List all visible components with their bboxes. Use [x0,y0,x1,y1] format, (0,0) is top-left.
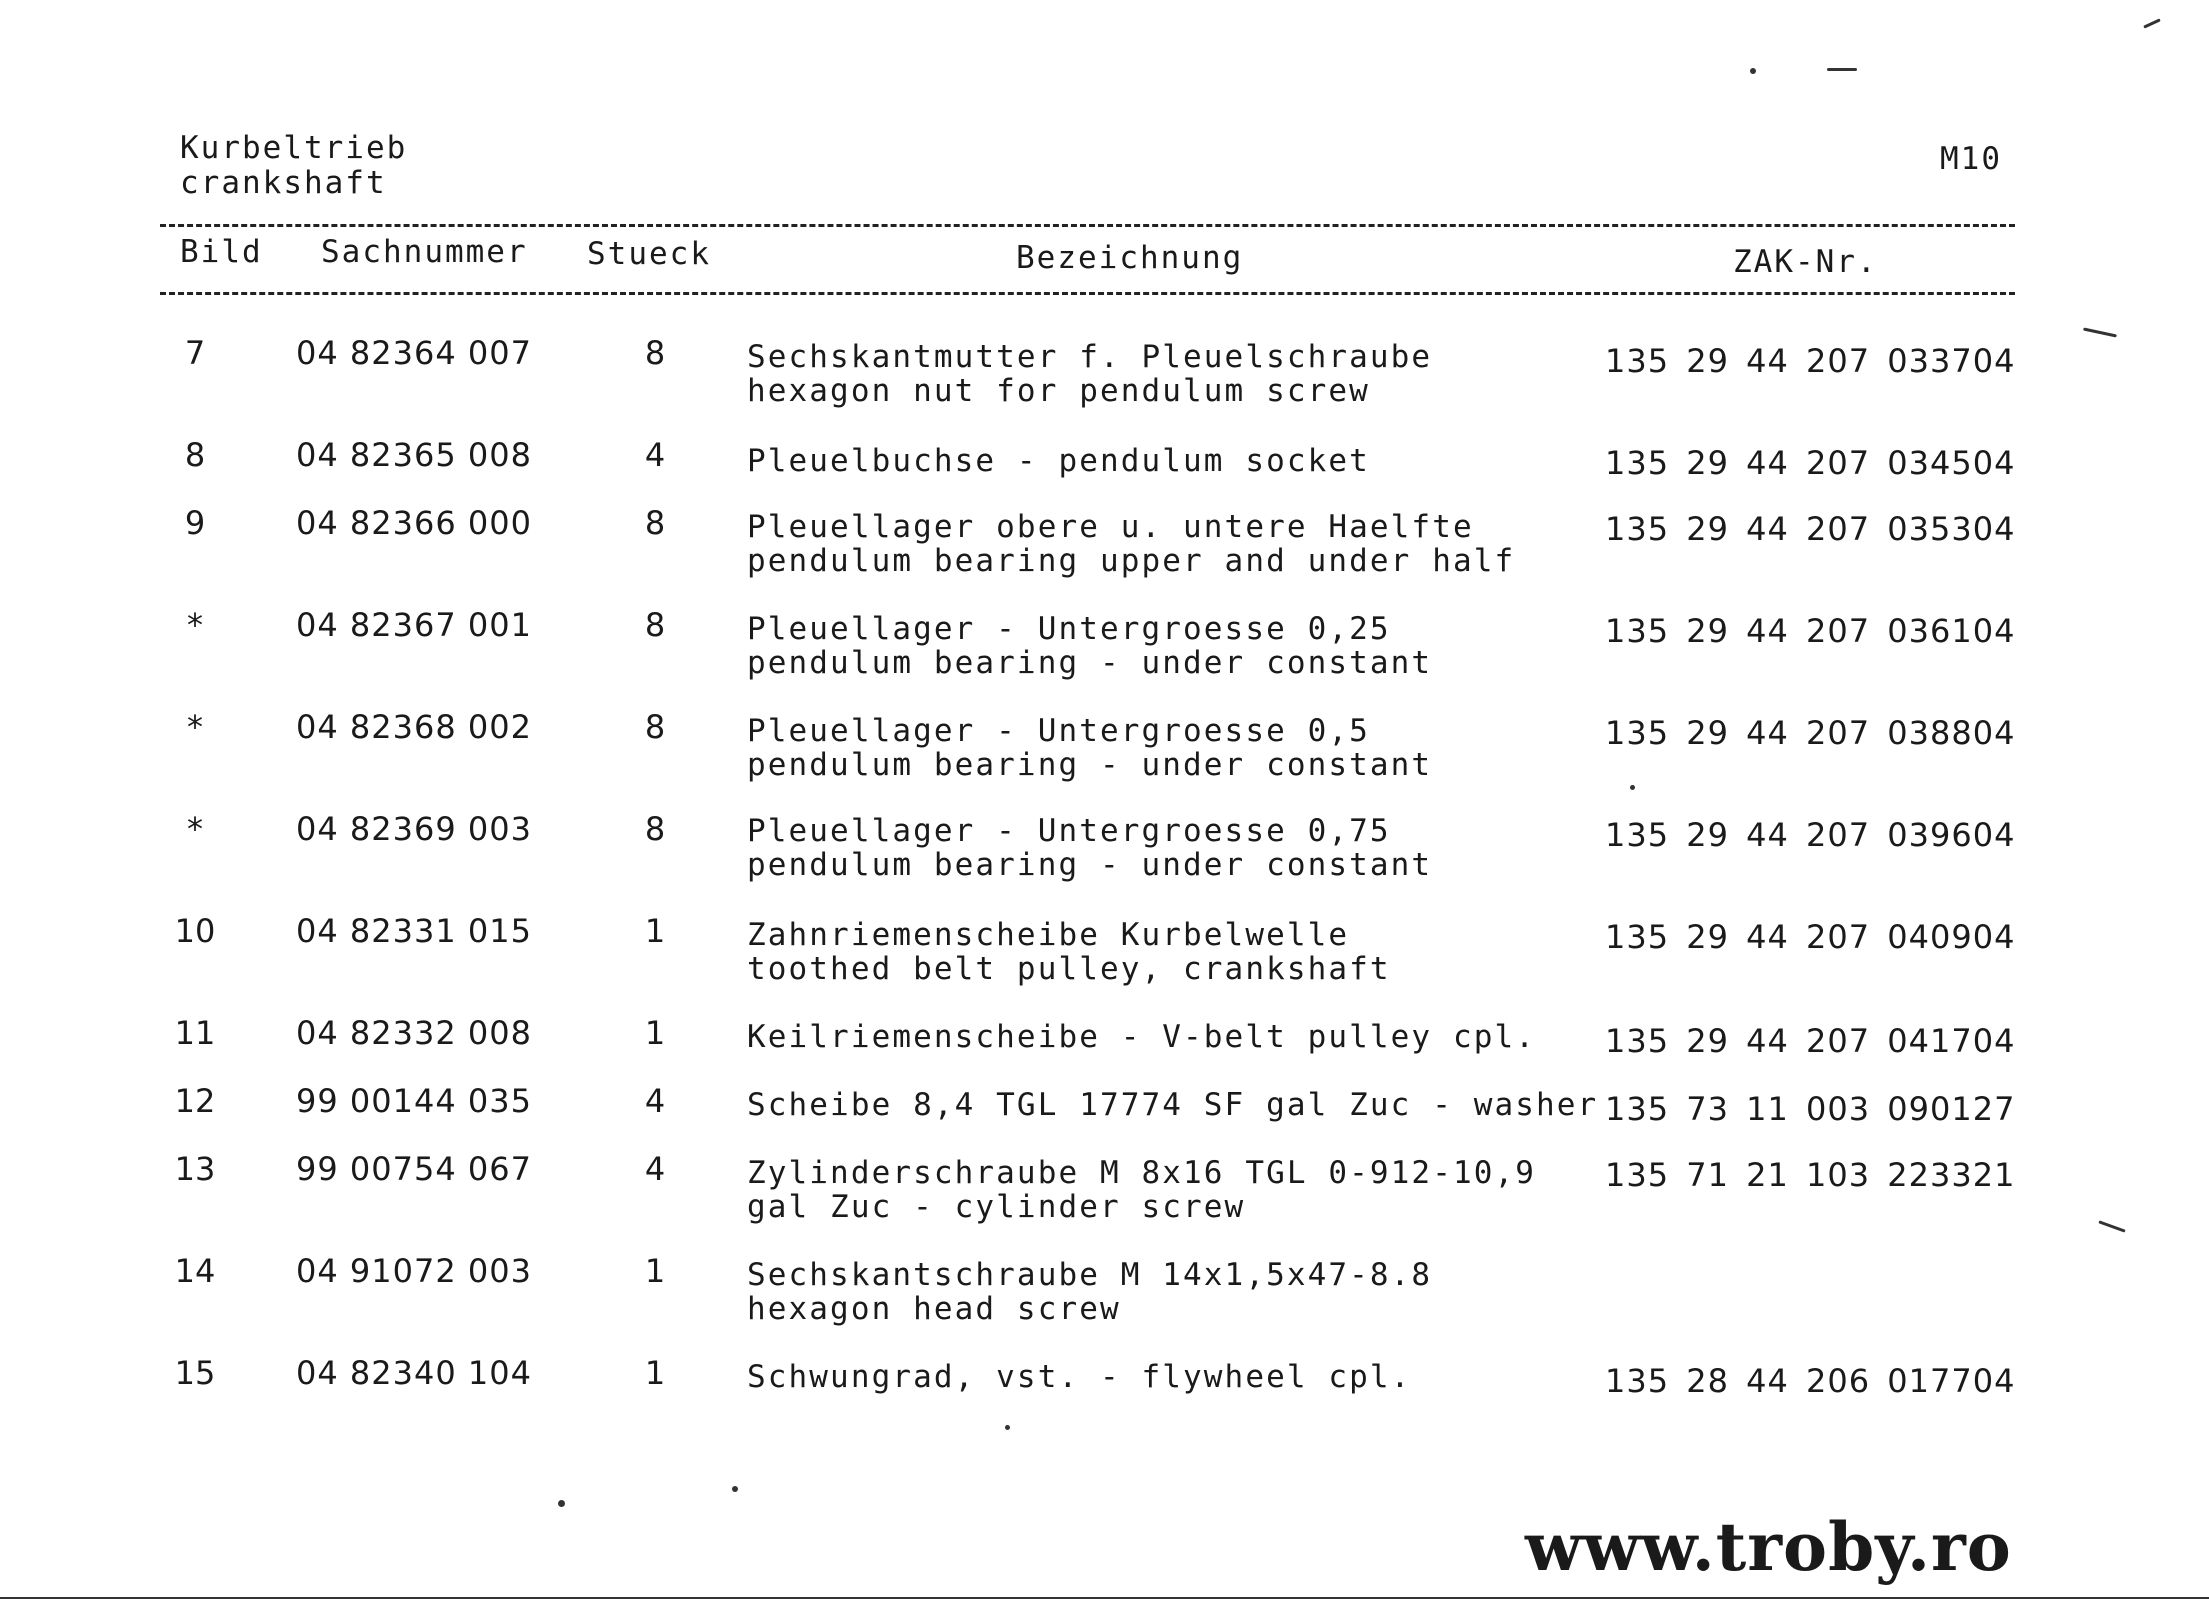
row-description [747,510,1515,578]
header-rule-bottom [160,292,2015,295]
row-bild: 15 [174,1354,216,1392]
scan-speck [1750,68,1756,74]
row-description [747,340,1432,408]
row-bild: 13 [174,1150,216,1188]
row-description-german: Pleuellager - Untergroesse 0,5 [747,713,1370,749]
row-sachnummer: 04 82332 008 [296,1014,532,1052]
row-description-german: Schwungrad, vst. - flywheel cpl. [747,1359,1412,1395]
row-stueck: 8 [644,606,666,644]
row-stueck: 4 [644,436,666,474]
table-row [0,912,2209,992]
table-row [0,810,2209,890]
row-stueck: 1 [644,1252,666,1290]
row-bild: 10 [174,912,216,950]
row-description-english: gal Zuc - cylinder screw [747,1189,1246,1225]
row-sachnummer: 04 82369 003 [296,810,532,848]
row-description-german: Pleuellager - Untergroesse 0,75 [747,813,1391,849]
column-header-bezeichnung: Bezeichnung [1016,240,1244,276]
scan-speck [1827,68,1857,71]
column-header-sachnummer: Sachnummer [321,234,528,270]
row-description-english: pendulum bearing - under constant [747,847,1433,883]
row-sachnummer: 04 82340 104 [296,1354,532,1392]
row-stueck: 1 [644,1014,666,1052]
table-row [0,334,2209,414]
row-description-german: Sechskantmutter f. Pleuelschraube [747,339,1433,375]
row-description [747,1088,1598,1122]
table-row [0,1354,2209,1434]
row-bild: 14 [174,1252,216,1290]
page-edge [0,1597,2209,1599]
row-stueck: 8 [644,810,666,848]
row-zak-number: 135 29 44 207 041704 [1605,1022,2016,1060]
scan-speck [732,1486,738,1492]
row-zak-number: 135 28 44 206 017704 [1605,1362,2016,1400]
row-description-english: hexagon head screw [747,1291,1121,1327]
table-row [0,606,2209,686]
row-zak-number: 135 29 44 207 035304 [1605,510,2016,548]
row-description [747,714,1432,782]
row-zak-number: 135 29 44 207 034504 [1605,444,2016,482]
header-rule-top [160,224,2015,227]
row-stueck: 4 [644,1082,666,1120]
row-description-german: Scheibe 8,4 TGL 17774 SF gal Zuc - washer [747,1087,1599,1123]
row-description [747,444,1370,478]
row-description-german: Zahnriemenscheibe Kurbelwelle [747,917,1350,953]
title-english: crankshaft [180,165,387,201]
row-zak-number: 135 71 21 103 223321 [1605,1156,2016,1194]
row-sachnummer: 04 82365 008 [296,436,532,474]
row-sachnummer: 99 00144 035 [296,1082,532,1120]
row-bild: 9 [184,504,206,542]
row-description [747,1020,1536,1054]
row-bild: * [187,606,203,644]
row-zak-number: 135 29 44 207 039604 [1605,816,2016,854]
row-zak-number: 135 29 44 207 036104 [1605,612,2016,650]
row-description [747,612,1432,680]
row-sachnummer: 04 82366 000 [296,504,532,542]
row-description-german: Pleuellager - Untergroesse 0,25 [747,611,1391,647]
row-stueck: 1 [644,912,666,950]
row-sachnummer: 04 91072 003 [296,1252,532,1290]
row-bild: * [187,810,203,848]
column-header-zak: ZAK-Nr. [1733,244,1878,280]
row-bild: 11 [174,1014,216,1052]
row-description [747,1156,1536,1224]
scan-speck [558,1500,565,1507]
row-description-german: Keilriemenscheibe - V-belt pulley cpl. [747,1019,1537,1055]
row-description-german: Sechskantschraube M 14x1,5x47-8.8 [747,1257,1433,1293]
row-sachnummer: 04 82368 002 [296,708,532,746]
scan-speck [1630,785,1635,790]
table-row [0,708,2209,788]
row-bild: 8 [184,436,206,474]
row-description-english: hexagon nut for pendulum screw [747,373,1370,409]
row-stueck: 8 [644,504,666,542]
row-zak-number: 135 29 44 207 040904 [1605,918,2016,956]
row-sachnummer: 04 82364 007 [296,334,532,372]
row-stueck: 8 [644,334,666,372]
row-description-english: pendulum bearing - under constant [747,747,1433,783]
row-description-german: Pleuellager obere u. untere Haelfte [747,509,1474,545]
table-row [0,1150,2209,1230]
column-header-stueck: Stueck [587,236,711,272]
row-zak-number: 135 29 44 207 038804 [1605,714,2016,752]
row-stueck: 1 [644,1354,666,1392]
row-zak-number: 135 29 44 207 033704 [1605,342,2016,380]
row-description-english: pendulum bearing upper and under half [747,543,1516,579]
table-row [0,504,2209,584]
scan-speck [2143,18,2161,28]
row-stueck: 4 [644,1150,666,1188]
row-description [747,1360,1411,1394]
scan-speck [1005,1425,1010,1430]
row-description [747,814,1432,882]
row-description-english: toothed belt pulley, crankshaft [747,951,1391,987]
row-bild: * [187,708,203,746]
row-bild: 12 [174,1082,216,1120]
row-bild: 7 [184,334,206,372]
column-header-bild: Bild [180,234,263,270]
row-description [747,918,1391,986]
row-sachnummer: 99 00754 067 [296,1150,532,1188]
row-description-english: pendulum bearing - under constant [747,645,1433,681]
row-zak-number: 135 73 11 003 090127 [1605,1090,2016,1128]
row-description [747,1258,1432,1326]
watermark: www.troby.ro [1525,1508,2012,1586]
row-description-german: Pleuelbuchse - pendulum socket [747,443,1370,479]
row-sachnummer: 04 82331 015 [296,912,532,950]
row-stueck: 8 [644,708,666,746]
row-description-german: Zylinderschraube M 8x16 TGL 0-912-10,9 [747,1155,1537,1191]
row-sachnummer: 04 82367 001 [296,606,532,644]
table-row [0,1252,2209,1332]
page-code: M10 [1940,141,2002,177]
title-german: Kurbeltrieb [180,130,408,166]
